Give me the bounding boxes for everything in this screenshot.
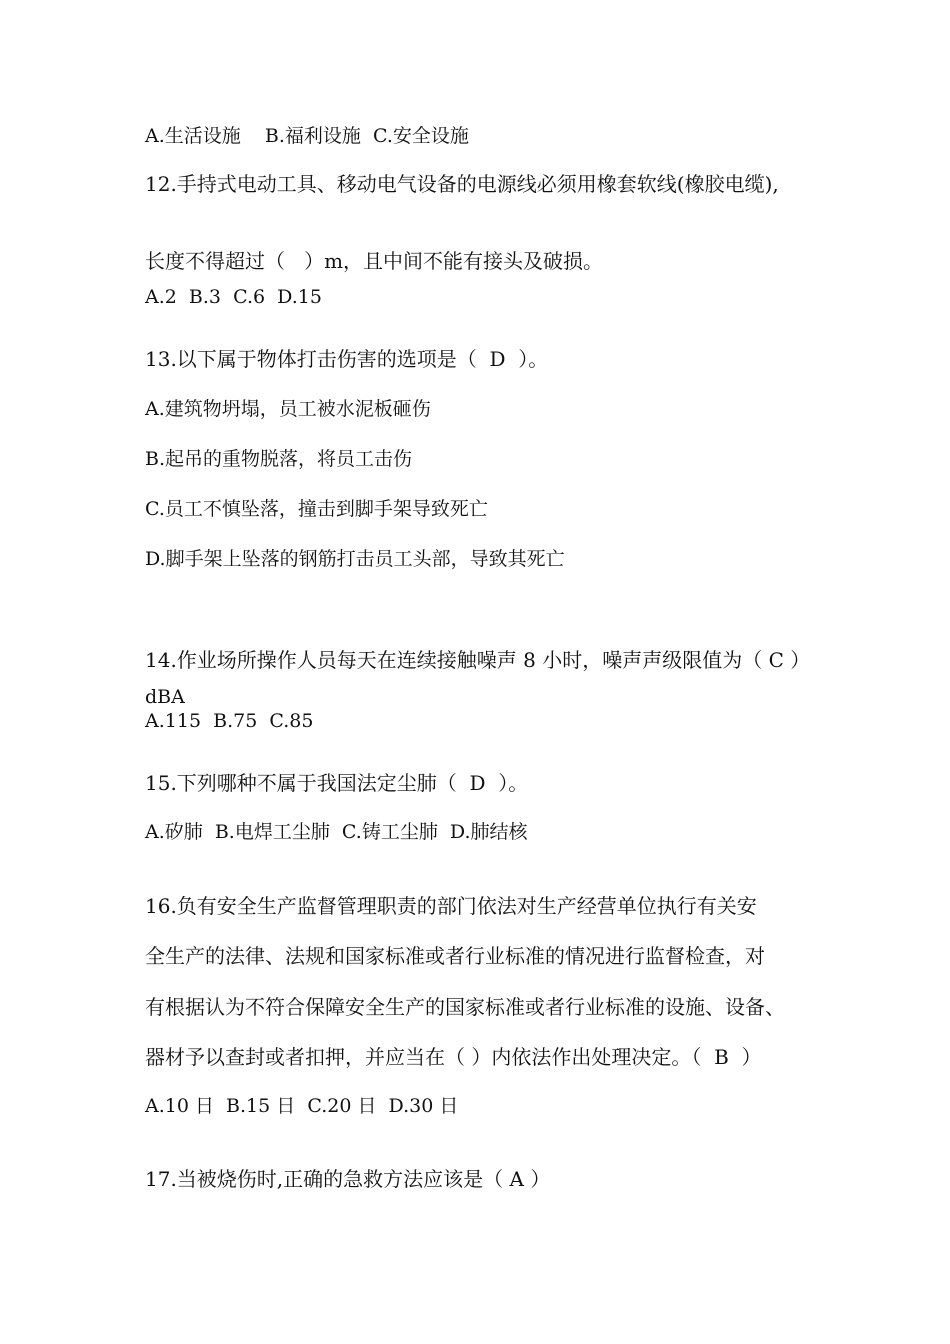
q16-text-line1: 16.负有安全生产监督管理职责的部门依法对生产经营单位执行有关安 (145, 894, 757, 918)
q12-text-line1: 12.手持式电动工具、移动电气设备的电源线必须用橡套软线(橡胶电缆), (145, 172, 779, 196)
q17-text: 17.当被烧伤时,正确的急救方法应该是（ A ） (145, 1167, 551, 1191)
q12-text-line2: 长度不得超过（ ）m，且中间不能有接头及破损。 (145, 249, 604, 273)
q12-options: A.2 B.3 C.6 D.15 (145, 286, 322, 308)
q14-text-line2: dBA (145, 686, 185, 708)
q16-text-line2: 全生产的法律、法规和国家标准或者行业标准的情况进行监督检查，对 (145, 944, 765, 968)
q16-text-line3: 有根据认为不符合保障安全生产的国家标准或者行业标准的设施、设备、 (145, 995, 785, 1019)
q14-options: A.115 B.75 C.85 (145, 710, 314, 732)
q13-option-c: C.员工不慎坠落，撞击到脚手架导致死亡 (145, 498, 488, 520)
q13-option-a: A.建筑物坍塌，员工被水泥板砸伤 (145, 398, 431, 420)
q11-options: A.生活设施 B.福利设施 C.安全设施 (145, 125, 469, 147)
q13-option-d: D.脚手架上坠落的钢筋打击员工头部，导致其死亡 (145, 548, 565, 570)
q16-text-line4: 器材予以查封或者扣押，并应当在（ ）内依法作出处理决定。（ B ） (145, 1045, 762, 1069)
q15-options: A.矽肺 B.电焊工尘肺 C.铸工尘肺 D.肺结核 (145, 821, 528, 843)
q16-options: A.10 日 B.15 日 C.20 日 D.30 日 (145, 1095, 459, 1117)
q13-option-b: B.起吊的重物脱落，将员工击伤 (145, 448, 413, 470)
q15-text: 15.下列哪种不属于我国法定尘肺（ D ）。 (145, 771, 529, 795)
q14-text-line1: 14.作业场所操作人员每天在连续接触噪声 8 小时，噪声声级限值为（ C ） (145, 648, 811, 672)
q13-text: 13.以下属于物体打击伤害的选项是（ D ）。 (145, 347, 549, 371)
